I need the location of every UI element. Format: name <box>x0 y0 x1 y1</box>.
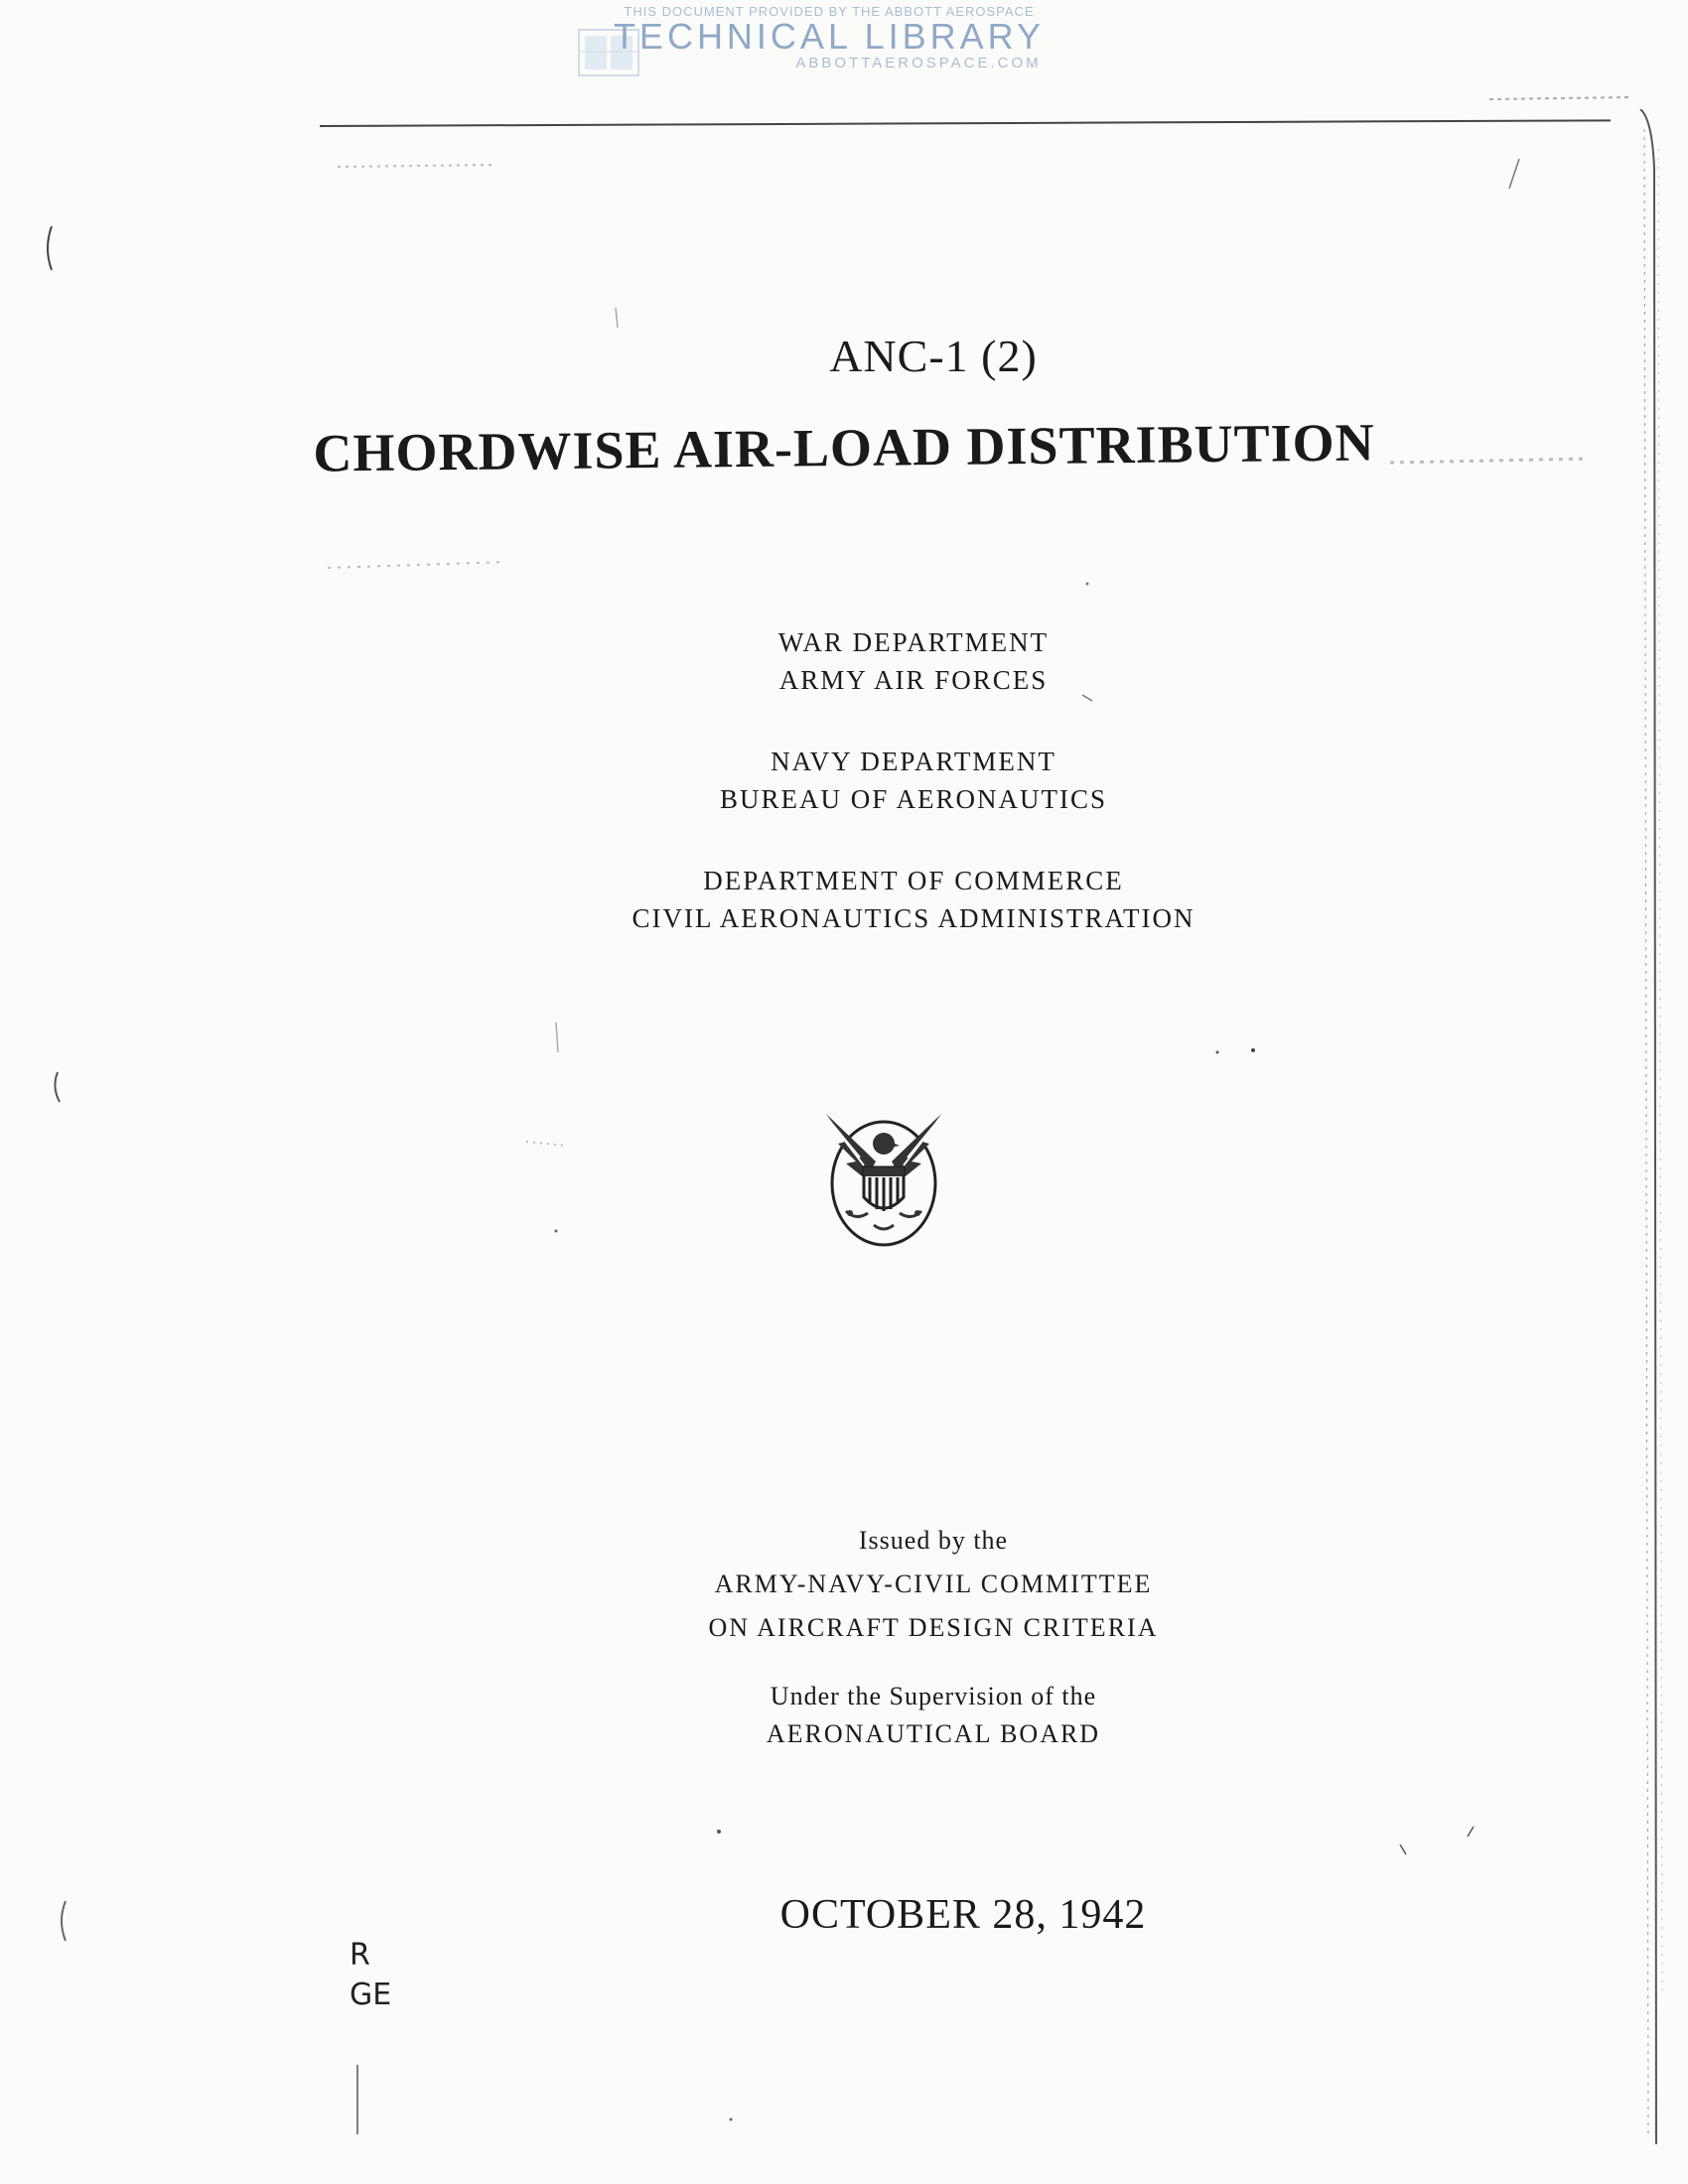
margin-text-fragment <box>350 1936 391 2015</box>
document-title: CHORDWISE AIR-LOAD DISTRIBUTION <box>313 412 1375 483</box>
department-name: WAR DEPARTMENT <box>777 627 1050 657</box>
supervising-board: AERONAUTICAL BOARD <box>766 1719 1101 1748</box>
department-agency: ARMY AIR FORCES <box>778 665 1049 695</box>
issuing-committee-line1: ARMY-NAVY-CIVIL COMMITTEE <box>714 1570 1153 1598</box>
watermark-url: ABBOTTAEROSPACE.COM <box>795 55 1042 71</box>
department-name: NAVY DEPARTMENT <box>771 747 1056 776</box>
issued-intro: Issued by the <box>858 1526 1009 1555</box>
department-agency: CIVIL AERONAUTICS ADMINISTRATION <box>632 903 1196 933</box>
issued-by-block <box>0 1519 1688 1650</box>
department-agency: BUREAU OF AERONAUTICS <box>719 784 1108 814</box>
issue-date: OCTOBER 28, 1942 <box>779 1892 1147 1938</box>
margin-fragment-line1: R <box>350 1938 370 1973</box>
top-page-rule <box>320 119 1611 127</box>
watermark <box>571 4 1087 71</box>
department-block-commerce <box>0 862 1688 937</box>
department-name: DEPARTMENT OF COMMERCE <box>703 866 1124 895</box>
document-id: ANC-1 (2) <box>829 331 1038 381</box>
department-block-navy <box>0 743 1688 818</box>
watermark-provider-line: THIS DOCUMENT PROVIDED BY THE ABBOTT AEROSPACE <box>624 4 1035 19</box>
supervision-block <box>0 1678 1688 1753</box>
department-block-war <box>0 623 1688 699</box>
supervision-intro: Under the Supervision of the <box>770 1682 1097 1710</box>
issuing-committee-line2: ON AIRCRAFT DESIGN CRITERIA <box>708 1613 1159 1642</box>
watermark-library-title: TECHNICAL LIBRARY <box>613 16 1046 57</box>
eagle-seal-icon <box>816 1102 951 1251</box>
margin-fragment-line2: GE <box>350 1978 392 2012</box>
